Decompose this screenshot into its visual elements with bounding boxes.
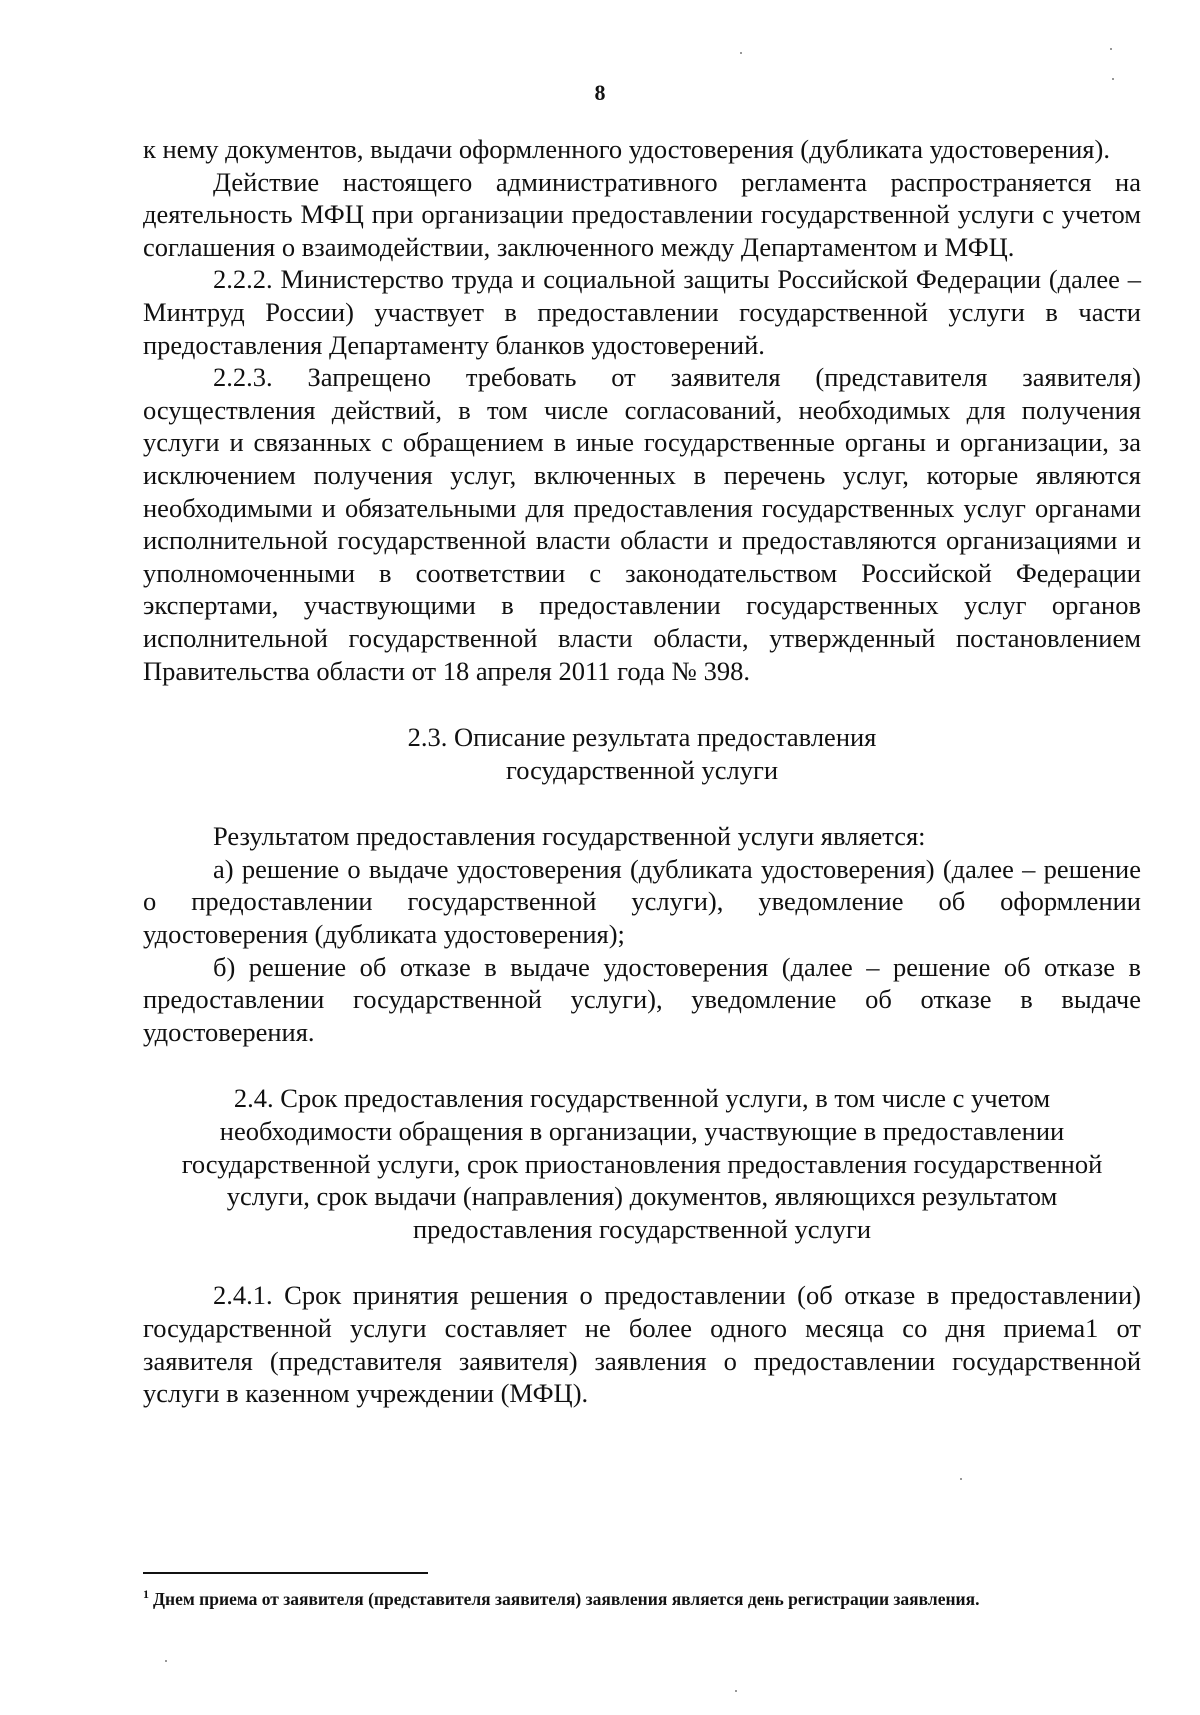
paragraph-result-item-b: б) решение об отказе в выдаче удостоверения (далее – решение об отказе в предоставлении государственной услуги), уведомление об отказе в выдаче удостоверения.	[143, 951, 1141, 1047]
footnote	[143, 1583, 1141, 1610]
document-body	[143, 133, 1141, 1410]
section-heading-2-4-line5: предоставления государственной услуги	[412, 1213, 872, 1244]
scan-speck	[740, 52, 742, 54]
section-heading-2-3-line1: 2.3. Описание результата предоставления	[407, 722, 877, 753]
paragraph-2-2-2: 2.2.2. Министерство труда и социальной защиты Российской Федерации (далее – Минтруд России) участвует в предоставлении государственной услуги в части предоставления Департаменту бланков удостоверений.	[143, 264, 1141, 360]
section-heading-2-4-line2: необходимости обращения в организации, участвующие в предоставлении	[219, 1116, 1065, 1147]
paragraph-2-2-3: 2.2.3. Запрещено требовать от заявителя (представителя заявителя) осуществления действий, в том числе согласований, необходимых для получения услуги и связанных с обращением в иные государственные органы и организации, за исключением получения услуг, включенных в перечень услуг, которые являются необходимыми и обязательными для предоставления государственных услуг органами исполнительной государственной власти области и предоставляются организациями и уполномоченными в соответствии с законодательством Российской Федерации экспертами, участвующими в предоставлении государственных услуг органов исполнительной государственной власти области, утвержденный постановлением Правительства области от 18 апреля 2011 года № 398.	[143, 362, 1141, 686]
paragraph-mfc-scope: Действие настоящего административного регламента распространяется на деятельность МФЦ при организации предоставлении государственной услуги с учетом соглашения о взаимодействии, заключенного между Департаментом и МФЦ.	[143, 166, 1141, 262]
section-heading-2-4-line1: 2.4. Срок предоставления государственной услуги, в том числе с учетом	[233, 1083, 1051, 1114]
section-heading-2-4-line3: государственной услуги, срок приостановления предоставления государственной	[181, 1148, 1103, 1179]
footnote-text: Днем приема от заявителя (представителя заявителя) заявления является день регистрации заявления.	[153, 1588, 980, 1609]
scan-speck	[960, 1478, 962, 1480]
paragraph-result-intro: Результатом предоставления государственной услуги является:	[213, 821, 926, 852]
scan-speck	[1110, 48, 1112, 50]
page-number: 8	[594, 80, 606, 105]
paragraph-result-item-a: а) решение о выдаче удостоверения (дубликата удостоверения) (далее – решение о предоставлении государственной услуги), уведомление об оформлении удостоверения (дубликата удостоверения);	[143, 853, 1141, 950]
footnote-marker: 1	[143, 1587, 149, 1601]
footnote-separator	[143, 1572, 428, 1574]
paragraph-2-4-1: 2.4.1. Срок принятия решения о предоставлении (об отказе в предоставлении) государственной услуги составляет не более одного месяца со дня приема1 от заявителя (представителя заявителя) заявления о предоставлении государственной услуги в казенном учреждении (МФЦ).	[143, 1280, 1141, 1409]
scan-speck	[165, 1660, 167, 1662]
paragraph-continuation: к нему документов, выдачи оформленного удостоверения (дубликата удостоверения).	[143, 134, 1110, 164]
section-heading-2-3-line2: государственной услуги	[505, 754, 779, 785]
section-heading-2-4-line4: услуги, срок выдачи (направления) документов, являющихся результатом	[226, 1181, 1058, 1212]
scan-speck	[1112, 78, 1114, 80]
scan-speck	[735, 1690, 737, 1692]
